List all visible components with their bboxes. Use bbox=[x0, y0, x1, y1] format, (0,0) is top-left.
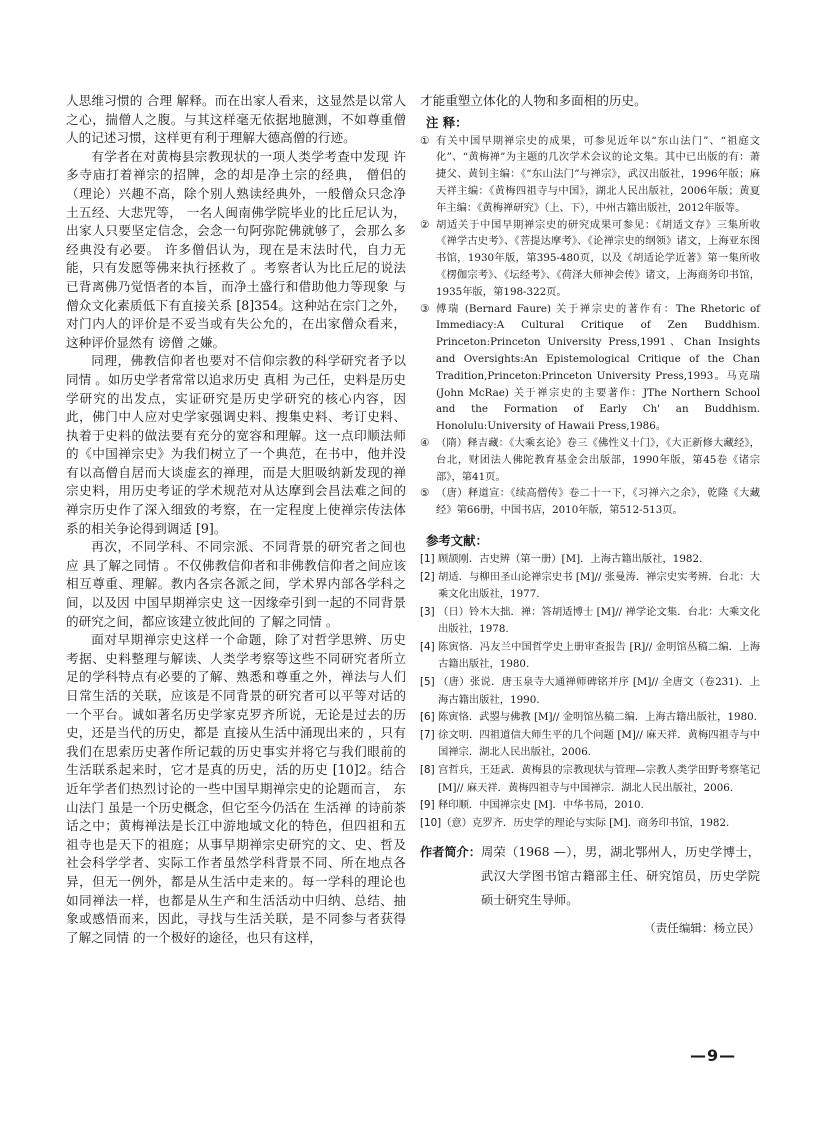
reference-item bbox=[420, 551, 760, 569]
reference-number: [10] bbox=[420, 816, 442, 829]
reference-item bbox=[420, 604, 760, 639]
responsible-editor: （责任编辑：杨立民） bbox=[644, 921, 760, 936]
body-paragraph: 有学者在对黄梅县宗教现状的一项人类学考查中发现 许多寺庙打着禅宗的招牌，念的却是净土宗的经典， 僧侣的（理论）兴趣不高，除个别人熟读经典外，一般僧众只念净土五经、大悲咒等， 一名人闽南佛学院毕业的比丘尼认为，出家人只要坚定信念，会念一句阿弥陀佛就够了，会那么多经典没有必要。 许多僧侣认为，现在是末法时代，自力无能，只有发愿等佛来执行拯救了 。考察者认为比丘尼的说法 已背离佛乃觉悟者的本旨，而净土盛行和借助他力等现象 与僧众文化素质低下有直接关系 [8]354。这种站在宗门之外，对门内人的评价是不妥当或有失公允的，在出家僧众看来，这种评价显然有 谤僧 之嫌。 bbox=[66, 148, 406, 350]
reference-item bbox=[420, 674, 760, 709]
body-paragraph: 同理，佛教信仰者也要对不信仰宗教的科学研究者予以 同情 。如历史学者常常以追求历史 真相 为己任，史料是历史学研究的出发点，实证研究是历史学研究的核心内容，因此，佛门中人应对史学家强调史料、搜集史料、考订史料、执着于史料的做法要有充分的宽容和理解。这一点印顺法师的《中国禅宗史》为我们树立了一个典范，在书中，他并没有以高僧自居而大谈虚玄的禅理，而是大胆吸纳新发现的禅宗史料，用历史考证的学术规范对从达摩到会昌法难之间的禅宗历史作了深入细致的考察，在一定程度上使禅宗传法体系的相关争论得到调适 [9]。 bbox=[66, 353, 406, 536]
reference-item bbox=[420, 709, 760, 727]
reference-number: [1] bbox=[420, 552, 435, 565]
reference-text: （唐）张说．唐玉泉寺大通禅师碑铭并序 [M]// 全唐文（卷231)．上海古籍出版社，1990. bbox=[438, 676, 760, 706]
reference-text: 陈寅恪．冯友兰中国哲学史上册审查报告 [R]// 金明馆丛稿二编．上海古籍出版社，1980. bbox=[438, 640, 760, 671]
reference-item bbox=[420, 639, 760, 674]
notes-heading: 注 释： bbox=[426, 114, 468, 130]
reference-text: 顾颉刚．古史辨（第一册）[M]．上海古籍出版社，1982. bbox=[438, 552, 703, 565]
note-number: ① bbox=[420, 134, 430, 147]
note-item bbox=[420, 133, 760, 217]
reference-text: 陈寅恪．武曌与佛教 [M]// 金明馆丛稿二编．上海古籍出版社，1980. bbox=[438, 711, 757, 724]
reference-text: （日）铃木大拙．禅：答胡适博士 [M]// 禅学论文集．台北：大乘文化出版社，1978. bbox=[438, 605, 760, 636]
note-number: ④ bbox=[420, 436, 430, 449]
reference-text: （意）克罗齐．历史学的理论与实际 [M]．商务印书馆，1982. bbox=[441, 816, 730, 829]
reference-item bbox=[420, 762, 760, 797]
references-heading: 参考文献： bbox=[426, 532, 488, 548]
reference-text: 徐文明．四祖道信大师生平的几个问题 [M]// 麻天祥．黄梅四祖寺与中国禅宗．湖北人民出版社，2006. bbox=[438, 728, 760, 759]
note-text: （隋）释吉藏：《大乘玄论》卷三《佛性义十门》，《大正新修大藏经》，台北，财团法人佛陀教育基金会出版部，1990年版，第45卷《诸宗部》，第41页。 bbox=[436, 436, 760, 483]
note-number: ⑤ bbox=[420, 487, 430, 500]
body-paragraph: 再次，不同学科、不同宗派、不同背景的研究者之间也应 具了解之同情 。不仅佛教信仰者和非佛教信仰者之间应该相互尊重、理解。教内各宗各派之间，学术界内部各学科之间，以及因 中国早期禅宗史 这一因缘牵引到一起的不同背景的研究之间，都应该建立彼此间的 了解之同情 。 bbox=[66, 539, 406, 629]
note-item bbox=[420, 301, 760, 435]
note-text: 有关中国早期禅宗史的成果，可参见近年以“东山法门”、“祖庭文化”、“黄梅禅”为主题的几次学术会议的论文集。其中已出版的有：萧捷父、黄钊主编：《“东山法门”与禅宗》，武汉出版社，1996年版；麻天祥主编：《黄梅四祖寺与中国》，湖北人民出版社，2006年版；黄夏年主编：《黄梅禅研究》（上、下），中州古籍出版社，2012年版等。 bbox=[436, 134, 760, 214]
reference-text: 胡适．与柳田圣山论禅宗史书 [M]// 张曼涛．禅宗史实考辨．台北：大乘文化出版社，1977. bbox=[438, 570, 760, 601]
reference-item bbox=[420, 797, 760, 815]
reference-number: [7] bbox=[420, 728, 435, 741]
author-bio-text: 周荣（1968 —），男，湖北鄂州人，历史学博士，武汉大学图书馆古籍部主任、研究馆员，历史学院硕士研究生导师。 bbox=[480, 845, 760, 908]
reference-item bbox=[420, 815, 760, 833]
note-number: ② bbox=[420, 218, 430, 231]
author-bio-label: 作者简介： bbox=[420, 845, 481, 860]
reference-text: 释印顺．中国禅宗史 [M]．中华书局，2010. bbox=[438, 799, 644, 812]
body-paragraph: 面对早期禅宗史这样一个命题，除了对哲学思辨、历史考据、史料整理与解读、人类学考察等这些不同研究者所立足的学科特点有必要的了解、熟悉和尊重之外，禅法与人们日常生活的关联，应该是不同背景的研究者可以平等对话的一个平台。诚如著名历史学家克罗齐所说，无论是过去的历史，还是当代的历史，都是 直接从生活中涌现出来的 ，只有我们在思索历史著作所记载的历史事实并将它与我们眼前的生活联系起来时，它才是真的历史，活的历史 [10]2。结合近年学者们热烈讨论的一些中国早期禅宗史的论题而言， 东山法门 虽是一个历史概念，但它至今仍活在 生活禅 的诗前茶话之中；黄梅禅法是长江中游地域文化的特色，但四祖和五祖寺也是天下的祖庭；从事早期禅宗史研究的文、史、哲及社会科学学者、实际工作者虽然学科背景不同、所在地点各异，但无一例外，都是从生活中走来的。每一学科的理论也如同禅法一样，也都是从生产和生活活动中归纳、总结、抽象或感悟而来，因此，寻找与生活关联，是不同参与者获得 了解之同情 的一个极好的途径，也只有这样， bbox=[66, 632, 406, 945]
closing-paragraph: 才能重塑立体化的人物和多面相的历史。 bbox=[420, 93, 647, 108]
note-item bbox=[420, 217, 760, 301]
body-paragraph: 人思维习惯的 合理 解释。而在出家人看来，这显然是以常人之心，揣僧人之腹。与其这样毫无依据地臆测，不如尊重僧人的记述习惯，这样更有利于理解大德高僧的行迹。 bbox=[66, 93, 406, 146]
reference-text: 宫哲兵，王廷武．黄梅县的宗教现状与管理—宗教人类学田野考察笔记 [M]// 麻天祥．黄梅四祖寺与中国禅宗．湖北人民出版社，2006. bbox=[438, 764, 760, 794]
author-bio bbox=[420, 840, 760, 912]
reference-number: [4] bbox=[420, 640, 435, 653]
reference-number: [9] bbox=[420, 799, 435, 812]
note-item bbox=[420, 435, 760, 485]
notes-list bbox=[420, 133, 760, 519]
right-column bbox=[420, 92, 760, 936]
note-item bbox=[420, 485, 760, 519]
reference-number: [8] bbox=[420, 764, 435, 777]
reference-number: [3] bbox=[420, 605, 435, 618]
reference-number: [2] bbox=[420, 570, 435, 583]
page-number: —9— bbox=[690, 1046, 737, 1065]
reference-item bbox=[420, 569, 760, 604]
references-list bbox=[420, 551, 760, 833]
left-column bbox=[66, 92, 406, 947]
note-text: 傅瑞 (Bernard Faure) 关于禅宗史的著作有：The Rhetoric of Immediacy:A Cultural Critique of Zen Buddhism. Princeton:Princeton University Press,1991、Chan Insights and Oversights:An Epistemological Critique of the Chan Tradition,Princeton:Princeton University Press,1993。马克瑞 (John McRae) 关于禅宗史的主要著作：JThe Northern School and the Formation of Early Ch' an Buddhism. Honolulu:University of Hawaii Press,1986。 bbox=[436, 302, 760, 433]
reference-item bbox=[420, 727, 760, 762]
note-text: 胡适关于中国早期禅宗史的研究成果可参见：《胡适文存》三集所收《禅学古史考》、《菩提达摩考》、《论禅宗史的纲领》诸文，上海亚东图书馆，1930年版，第395-480页，以及《胡适论学近著》第一集所收《楞伽宗考》、《坛经考》、《荷泽大师神会传》诸文，上海商务印书馆，1935年版，第198-322页。 bbox=[436, 218, 760, 298]
reference-number: [6] bbox=[420, 711, 435, 724]
reference-number: [5] bbox=[420, 676, 435, 689]
note-number: ③ bbox=[420, 302, 430, 315]
note-text: （唐）释道宣：《续高僧传》卷二十一下，《习禅六之余》，乾隆《大藏经》第66册，中国书店，2010年版，第512-513页。 bbox=[436, 487, 760, 517]
